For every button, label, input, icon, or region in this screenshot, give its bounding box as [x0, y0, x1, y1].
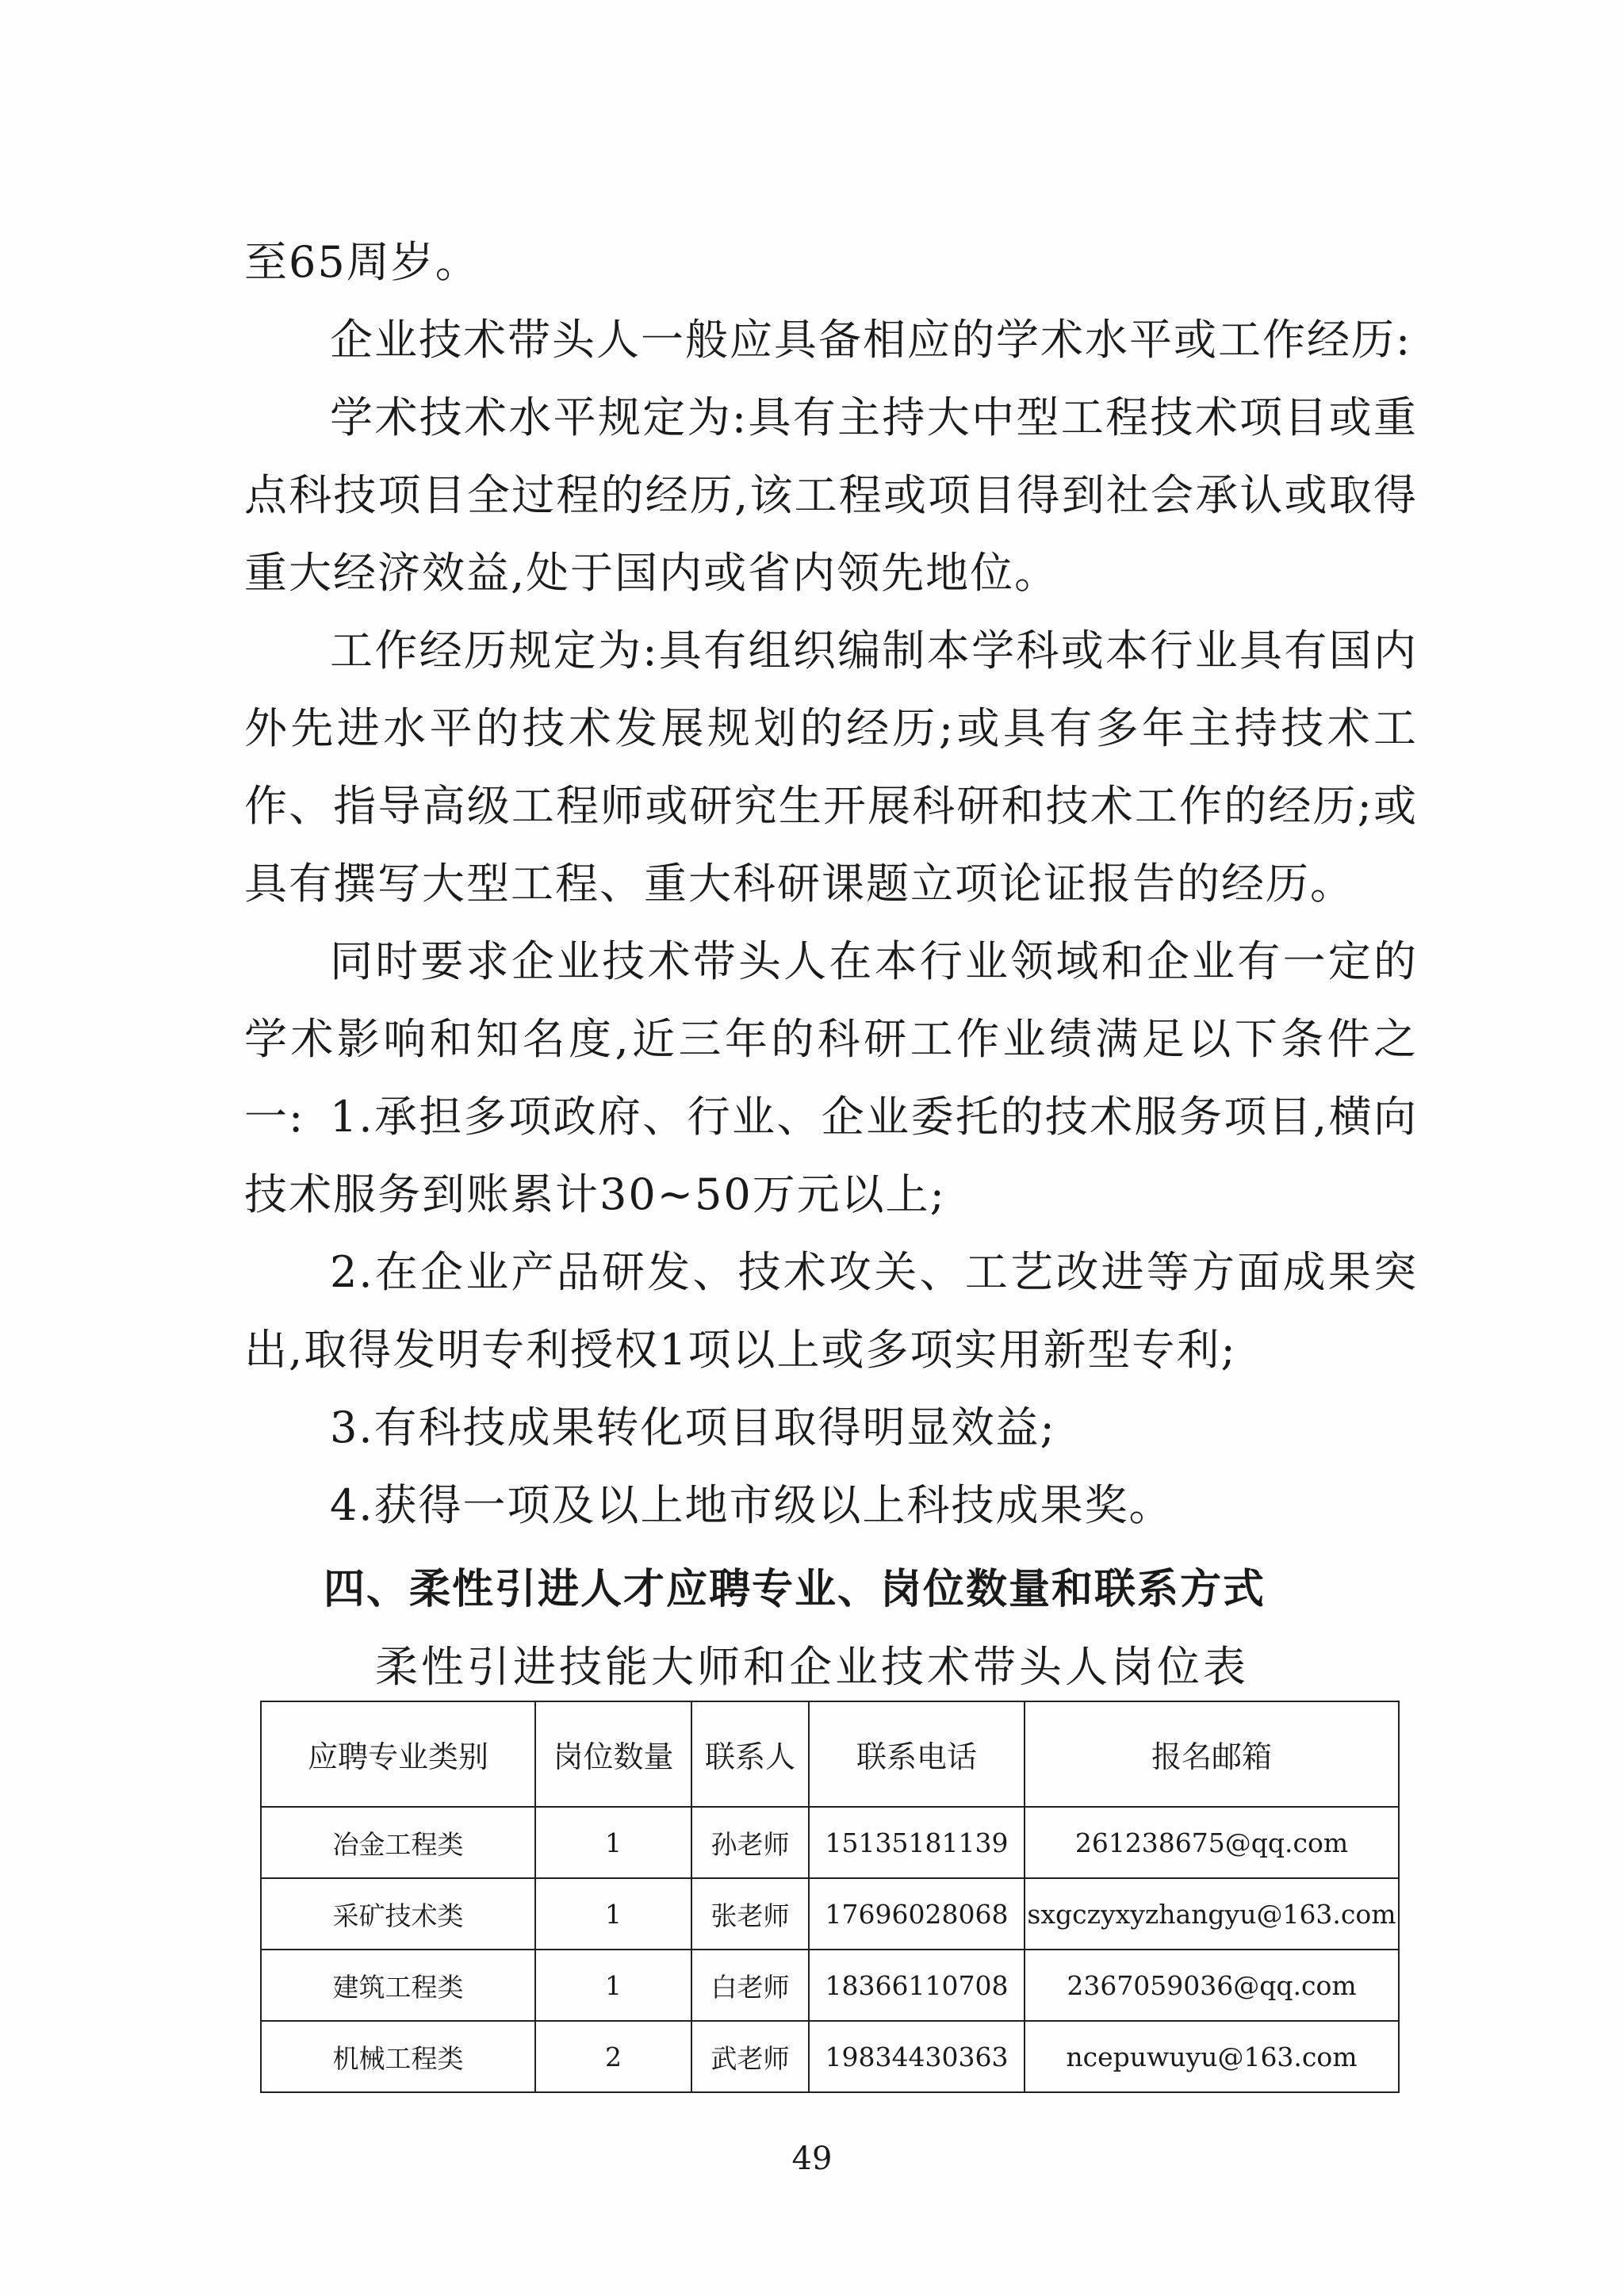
cell-major-category: 采矿技术类 — [261, 1878, 535, 1950]
paragraph-work-experience: 工作经历规定为:具有组织编制本学科或本行业具有国内外先进水平的技术发展规划的经历;或具有多年主持技术工作、指导高级工程师或研究生开展科研和技术工作的经历;或具有撰写大型工程、重大科研课题立项论证报告的经历。 — [244, 626, 1418, 909]
table-row — [261, 1807, 1399, 1878]
header-contact-person: 联系人 — [691, 1701, 809, 1807]
cell-contact-person: 孙老师 — [691, 1807, 809, 1878]
table-header-row — [261, 1701, 1399, 1807]
cell-major-category: 冶金工程类 — [261, 1807, 535, 1878]
positions-table — [260, 1701, 1400, 2093]
header-position-count: 岗位数量 — [535, 1701, 691, 1807]
cell-email: sxgczyxyzhangyu@163.com — [1025, 1878, 1399, 1950]
table-row — [261, 1878, 1399, 1950]
paragraph-condition-2: 2.在企业产品研发、技术攻关、工艺改进等方面成果突出,取得发明专利授权1项以上或多项实用新型专利; — [244, 1247, 1418, 1375]
cell-contact-person: 武老师 — [691, 2021, 809, 2092]
paragraph-condition-4: 4.获得一项及以上地市级以上科技成果奖。 — [330, 1480, 1174, 1530]
cell-major-category: 机械工程类 — [261, 2021, 535, 2092]
table-caption: 柔性引进技能大师和企业技术带头人岗位表 — [375, 1642, 1249, 1692]
table-row — [261, 1950, 1399, 2021]
paragraph-requirements-intro: 企业技术带头人一般应具备相应的学术水平或工作经历: — [330, 315, 1412, 365]
cell-position-count: 2 — [535, 2021, 691, 2092]
cell-position-count: 1 — [535, 1878, 691, 1950]
paragraph-academic-level: 学术技术水平规定为:具有主持大中型工程技术项目或重点科技项目全过程的经历,该工程或项目得到社会承认或取得重大经济效益,处于国内或省内领先地位。 — [244, 392, 1418, 598]
cell-position-count: 1 — [535, 1950, 691, 2021]
page-number: 49 — [791, 2141, 833, 2177]
cell-contact-phone: 15135181139 — [809, 1807, 1025, 1878]
cell-email: ncepuwuyu@163.com — [1025, 2021, 1399, 2092]
cell-email: 261238675@qq.com — [1025, 1807, 1399, 1878]
cell-contact-person: 白老师 — [691, 1950, 809, 2021]
cell-contact-phone: 19834430363 — [809, 2021, 1025, 2092]
cell-major-category: 建筑工程类 — [261, 1950, 535, 2021]
cell-email: 2367059036@qq.com — [1025, 1950, 1399, 2021]
cell-contact-phone: 18366110708 — [809, 1950, 1025, 2021]
header-major-category: 应聘专业类别 — [261, 1701, 535, 1807]
cell-contact-person: 张老师 — [691, 1878, 809, 1950]
section-heading: 四、柔性引进人才应聘专业、岗位数量和联系方式 — [324, 1566, 1266, 1613]
cell-position-count: 1 — [535, 1807, 691, 1878]
paragraph-performance-intro: 同时要求企业技术带头人在本行业领域和企业有一定的学术影响和知名度,近三年的科研工作业绩满足以下条件之一: — [244, 936, 1418, 1142]
paragraph-condition-1: 1.承担多项政府、行业、企业委托的技术服务项目,横向技术服务到账累计30~50万元以上; — [244, 1092, 1418, 1219]
table-row — [261, 2021, 1399, 2092]
cell-contact-phone: 17696028068 — [809, 1878, 1025, 1950]
header-email: 报名邮箱 — [1025, 1701, 1399, 1807]
paragraph-condition-3: 3.有科技成果转化项目取得明显效益; — [330, 1402, 1056, 1452]
paragraph-age-limit: 至65周岁。 — [244, 237, 480, 287]
header-contact-phone: 联系电话 — [809, 1701, 1025, 1807]
